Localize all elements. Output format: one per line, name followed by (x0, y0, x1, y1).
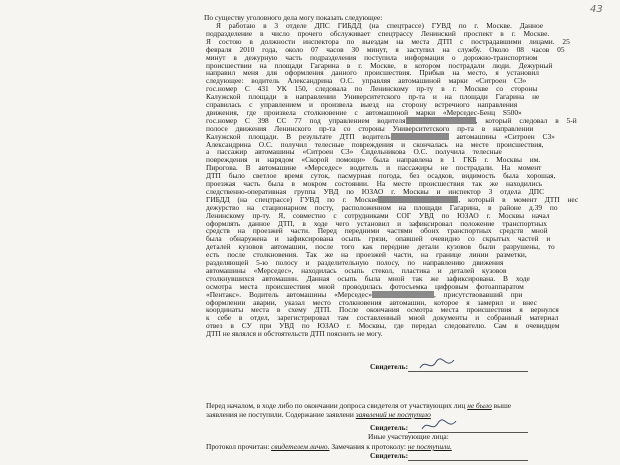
body-line-text: разделяющей 5-ю полосу и разделительную полосу, по направлению движения (206, 258, 504, 267)
body-line-text: к себе в отдел, зарегистрировал там составленный мной документы и собранный материал (206, 313, 559, 323)
body-line-text: проезжая часть была в мокром состоянии. На месте происшествия так же находились (206, 179, 543, 188)
body-line-text: Калужской площади в направлении Университетского пр-та и на площади Гагарина не (206, 92, 540, 102)
body-line-text: происшествии на площади Гагарина в г. Москве, в котором пострадали люди. Дежурный (206, 60, 553, 70)
protocol-line-hand-2: не поступили. (407, 442, 452, 451)
protocol-line (206, 443, 452, 451)
body-line-text: ДТП было светлое время суток, пасмурная погода, без осадков, видимость была хорошая, (206, 171, 556, 181)
body-line-text: оформлении аварии, указал место столкновения автомашин, которое я замерил и внес (206, 297, 537, 307)
body-line-text: Александрина О.С. получил телесные повреждения и скончалась на месте происшествия, (206, 139, 544, 149)
body-line-text: , присутствовавший при (433, 289, 523, 299)
body-line-text: направил меня для оформления данного происшествия. Прибыв на место, я установил (206, 68, 539, 78)
body-line-text: следующее: водитель Александрина О.С. управляя автомашиной марки «Ситроен С3» (206, 76, 527, 86)
body-line-text: автомашины «Ситроен С3» (448, 131, 555, 141)
body-line-text: следственно-оперативная группа УВД по ЮЗАО г. Москвы и инспектор 3 отдела ДПС (206, 186, 545, 196)
body-line-text: февраля 2010 года, около 07 часов 30 минут, я заступил на службу. Около 08 часов 05 (206, 44, 565, 54)
witness-label-1: Свидетель: (370, 362, 409, 371)
body-line-text: Ленинскому пр-ту. Я, совместно с сотрудниками СОГ УВД по ЮЗАО г. Москвы начал (206, 210, 550, 220)
body-line-text: средств на проезжей части. Перед передними частями обоих транспортных средств мной (206, 226, 548, 236)
body-line-text: есть после столкновения. Так же на проезжей части, на границе линии разметки, (206, 250, 527, 260)
witness-label-2: Свидетель: (370, 423, 409, 432)
body-line-text: справилась с управлением и произвела выезд на сторону встречного направления (206, 100, 518, 109)
body-line-text: ДТП не являлся и обстоятельств ДТП пояснить не могу. (206, 329, 383, 339)
statements-line-1-text: Перед началом, в ходе либо по окончании допроса свидетеля от участвующих лиц (206, 401, 466, 410)
other-persons-label-1: Иные участвующие лица: (368, 432, 449, 441)
body-line-text: Калужской площади. В результате ДТП водитель (206, 131, 391, 141)
intro-line: По существу уголовного дела могу показать следующее: (204, 13, 383, 22)
witness-label-3: Свидетель: (370, 451, 409, 460)
body-line-text: ГИБДД (на спецтрассе) ГУВД по г. Москве (206, 194, 379, 204)
body-line-text: Я работаю в 3 отделе ДПС ГИБДД (на спецтрассе) ГУВД по г. Москве. Данное (216, 21, 544, 30)
protocol-line-text: Протокол прочитан: (206, 442, 270, 451)
body-line-text: автомашины «Мерседес», находилась осыпь стекол, пластика и деталей кузовов (206, 265, 507, 275)
body-line-text: Я состою в должности инспектора по выездам на места ДТП с пострадавшими лицами. 25 (206, 36, 570, 46)
body-line-text: подразделение в число прочего обслуживает спецтрассу Ленинский проспект в г. Москве. (206, 28, 550, 38)
body-line-text: отвез в СУ при УВД по ЮЗАО г. Москвы, где передал следователю. Сам я очевидцем (206, 321, 560, 331)
body-line-text: , который в момент ДТП нес (458, 194, 579, 204)
protocol-line-hand: свидетелем лично. (271, 442, 330, 451)
body-line-text: столкнувшихся автомашин. Данная осыпь была мной так же зафиксирована. В ходе (206, 273, 530, 283)
page-number: 43 (590, 4, 603, 15)
body-line (206, 330, 383, 338)
body-line-text: минут в дежурную часть подразделения поступила информация о дорожно-транспортном (206, 52, 538, 62)
protocol-line-tail: Замечания к протоколу: (331, 442, 406, 451)
body-line-text: Пирогова. В автомашине «Мерседес» водитель и пассажиры не пострадали. На момент (206, 163, 542, 173)
body-line-text: «Пентакс». Водитель автомашины «Мерседес» (206, 289, 372, 299)
body-line-text: деталей кузовов автомашин, после того как передние детали кузовов были разрушены, то (206, 242, 555, 252)
body-line-text: гос.номер С 431 УК 150, следовала по Ленинскому пр-ту в г. Москве со стороны (206, 84, 538, 94)
body-line-text: гос.номер С 398 СС 77 под управлением водителя (206, 115, 406, 125)
body-line-text: координаты места в схему ДТП. После окончания осмотра места происшествия я вернулся (206, 305, 559, 315)
body-line-text: осмотра места происшествия мной проводилась фотосъемка цифровым фотоаппаратом (206, 281, 524, 291)
body-line-text: оформлять данное ДТП, в ходе чего установил и зафиксировал положение транспортных (206, 218, 547, 228)
body-line-text: дежурство на стационарном посту, расположенном на площади Гагарина, в районе д.39 по (206, 202, 558, 212)
body-line-text: движения, где произвела столкновение с автомашиной марки «Мерседес-Бенц S500» (206, 107, 522, 117)
witness-signature-1 (418, 356, 458, 374)
body-line-text: повреждения и нарядом «Скорой помощи» была направлена в 1 ГКБ г. Москвы им. (206, 155, 541, 165)
body-line-text: была обнаружена и зафиксирована осыпь грязи, опавшей очевидно со скрытых частей и (206, 234, 551, 244)
witness-signature-line-3 (408, 460, 528, 461)
body-line-text: а пассажир автомашины «Ситроен С3» Сидельникова О.С. получила телесные (206, 147, 502, 157)
body-line-text: полосе движения Ленинского пр-та со стороны Университетского пр-та в направлении (206, 123, 534, 133)
statements-line-2-text: заявления не поступили. Содержание заявлени (206, 410, 354, 419)
body-line-text: , который следовал в 5-й (475, 115, 577, 125)
statements-line-2-hand: заявлений не поступило (355, 410, 431, 419)
statements-line-1-tail: выше (493, 401, 512, 410)
statements-line-2 (206, 411, 431, 419)
statements-line-1-hand: не было (467, 401, 492, 410)
